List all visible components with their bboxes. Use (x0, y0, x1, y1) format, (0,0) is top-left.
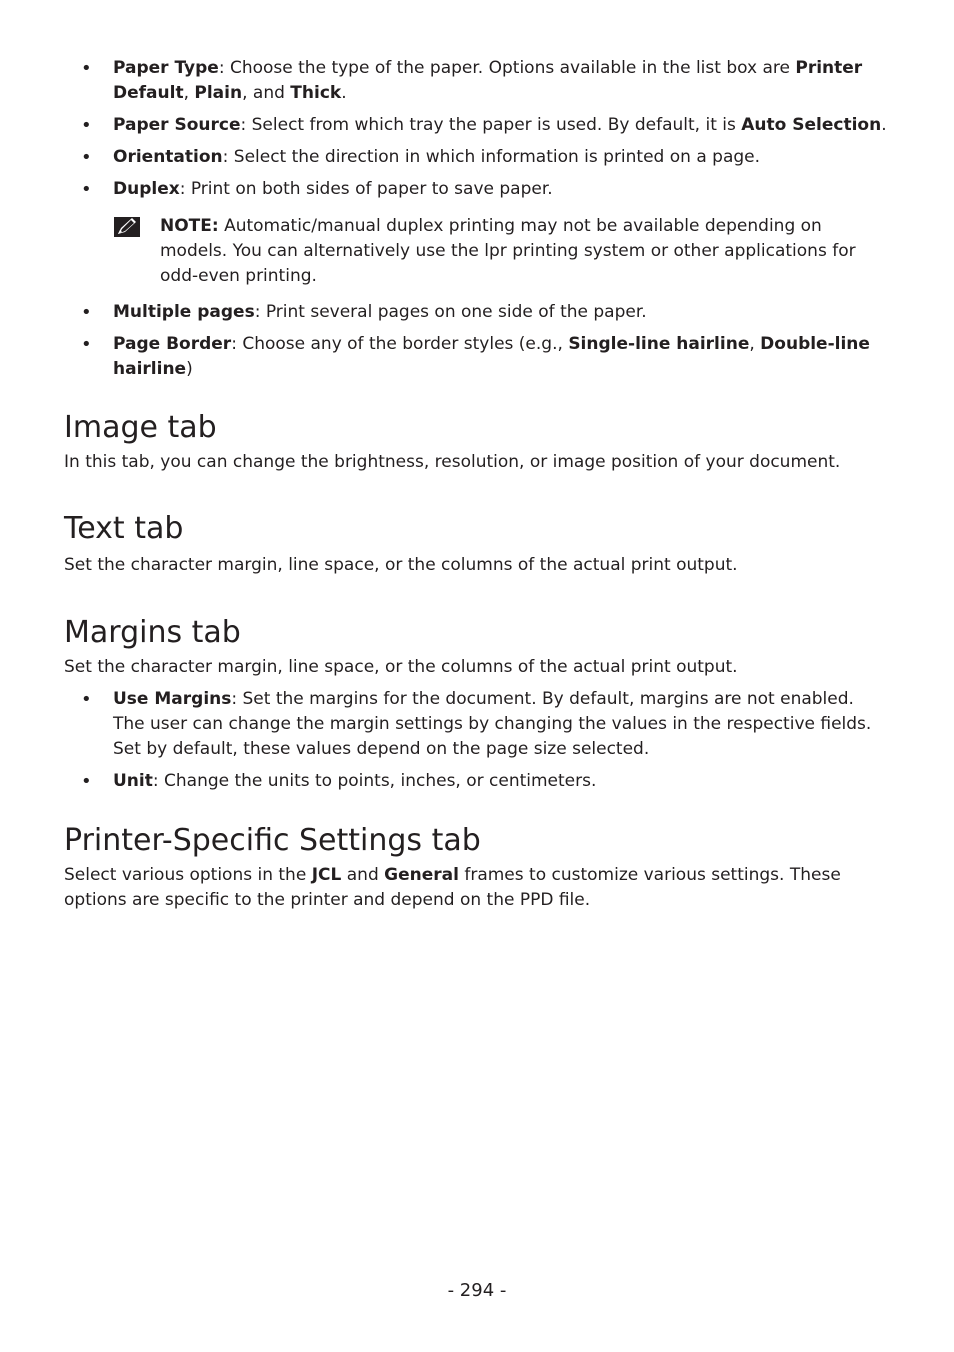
settings-list-2 (64, 300, 890, 382)
text-tab-text: Set the character margin, line space, or the columns of the actual print output. (64, 555, 738, 575)
list-item: • Duplex: Print on both sides of paper to save paper. (64, 177, 890, 202)
margins-tab-text: Set the character margin, line space, or the columns of the actual print output. (64, 657, 738, 677)
list-item: • Paper Source: Select from which tray the paper is used. By default, it is Auto Selection. (64, 113, 890, 138)
term-unit: Unit (113, 771, 153, 791)
heading-margins-tab: Margins tab (64, 615, 241, 650)
document-page (64, 56, 890, 913)
heading-text-tab: Text tab (64, 511, 184, 546)
list-item: • Multiple pages: Print several pages on one side of the paper. (64, 300, 890, 325)
term-paper-source: Paper Source (113, 115, 241, 135)
term-use-margins: Use Margins (113, 689, 232, 709)
image-tab-text: In this tab, you can change the brightness, resolution, or image position of your document. (64, 452, 841, 472)
note-box (113, 214, 890, 289)
heading-printer-specific-tab: Printer-Specific Settings tab (64, 823, 481, 858)
list-item: • Orientation: Select the direction in which information is printed on a page. (64, 145, 890, 170)
heading-image-tab: Image tab (64, 410, 217, 445)
page-number: - 294 - (447, 1280, 507, 1301)
settings-list (64, 56, 890, 202)
term-jcl: JCL (311, 865, 342, 885)
list-item: • Paper Type: Choose the type of the paper. Options available in the list box are Printer Default, Plain, and Thick. (64, 56, 890, 106)
list-item: • Use Margins: Set the margins for the document. By default, margins are not enabled. The user can change the margin settings by changing the values in the respective fields. Set by default, these values depend on the page size selected. (64, 687, 890, 762)
list-item: • Page Border: Choose any of the border styles (e.g., Single-line hairline, Double-line hairline) (64, 332, 890, 382)
term-paper-type: Paper Type (113, 58, 219, 78)
term-general: General (384, 865, 459, 885)
pencil-note-icon (113, 216, 141, 238)
note-label: NOTE: (160, 216, 219, 236)
term-duplex: Duplex (113, 179, 180, 199)
note-text: Automatic/manual duplex printing may not be available depending on models. You can alternatively use the lpr printing system or other applications for odd-even printing. (160, 216, 856, 286)
term-multiple-pages: Multiple pages (113, 302, 255, 322)
printer-tab-text: Select various options in the JCL and General frames to customize various settings. These options are specific to the printer and depend on the PPD file. (64, 865, 841, 910)
term-orientation: Orientation (113, 147, 223, 167)
term-page-border: Page Border (113, 334, 232, 354)
margins-list (64, 687, 890, 794)
list-item: • Unit: Change the units to points, inches, or centimeters. (64, 769, 890, 794)
